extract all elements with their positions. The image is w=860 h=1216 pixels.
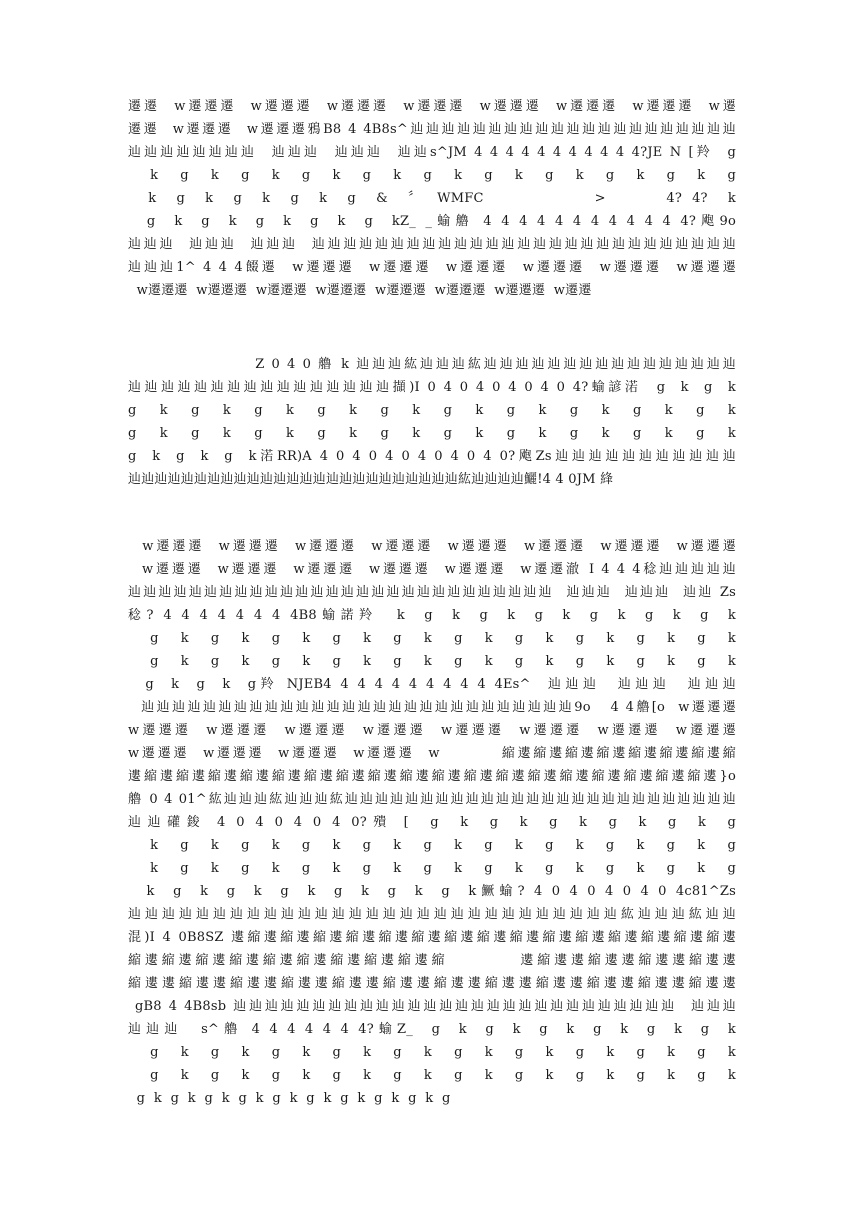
text-line: w遷遷遷 w遷遷遷 w遷遷遷 w遷遷遷 w遷遷遷 w遷遷遷 w遷遷遷 w遷遷遷 (128, 539, 736, 554)
text-line: 艪 0 4 01^紘辿辿辿紘辿辿辿紘辿辿辿辿辿辿辿辿辿辿辿辿辿辿辿辿辿辿辿辿辿辿辿辿辿辿 (128, 792, 736, 807)
text-line: 辿辿辿 s^艪 4 4 4 4 4 4 4?蝓Z_ g k g k g k g k g k g k (128, 1022, 736, 1037)
text-line: k g k g k g k g & 〞 WMFC > 4? 4? k (128, 191, 736, 206)
text-line: w遷遷遷 w遷遷遷 w遷遷遷 w遷遷遷 w遷遷遷 w遷遷遷 w遷遷遷 w遷遷遷 (128, 723, 736, 738)
text-line: g k g k g k g k g k g k g k g k g k g k (128, 654, 736, 669)
text-line: g k g k g k g k g k g k g k g k g k g k (128, 1068, 736, 1083)
text-line: g k g k g羚 NJEB4 4 4 4 4 4 4 4 4 4 4Es^ 辿辿辿 辿辿辿 辿辿辿 (128, 677, 736, 692)
text-line: k g k g k g k g k g k g k g k g k g k g (128, 168, 736, 183)
text-line: w遷遷遷 w遷遷遷 w遷遷遷 w遷遷遷 w 縮遱縮遱縮遱縮遱縮遱縮遱縮遱縮 (128, 746, 736, 761)
paragraph-1 (128, 95, 736, 302)
text-line: g k g k g k g k g kZ_ _蝓艪 4 4 4 4 4 4 4 4 4 4 4 4?飑9o (128, 214, 736, 229)
text-line: 稔? 4 4 4 4 4 4 4 4B8蝓諾羚 k g k g k g k g k g k g k (128, 608, 736, 623)
text-line: 辿辿辿辿辿辿辿辿辿辿辿辿辿辿辿辿辿辿辿辿辿辿辿辿辿辿辿辿辿紘辿辿辿紘辿辿 (128, 907, 736, 922)
text-line: g k g k g k g k g k g k g k g k g k g k (128, 631, 736, 646)
text-line: g k g k g k g k g k g k g k g k g k g k (128, 426, 736, 441)
text-line: 混)I 4 0B8SZ 遱縮遱縮遱縮遱縮遱縮遱縮遱縮遱縮遱縮遱縮遱縮遱縮遱縮遱縮遱縮遱 (128, 930, 736, 945)
text-line: g k g k g k g k g k g k g k g k g k g k (128, 403, 736, 418)
text-line: Z 0 4 0 艪 k 辿辿辿紘辿辿辿紘辿辿辿辿辿辿辿辿辿辿辿辿辿辿辿辿 (128, 357, 736, 372)
text-line: 辿辿辿1^ 4 4 4餟遷 w遷遷遷 w遷遷遷 w遷遷遷 w遷遷遷 w遷遷遷 w遷遷遷 (128, 260, 736, 275)
text-line: g k g k g k g k g k g k g k g k g k g (128, 1091, 451, 1106)
text-line: 辿辿辿 辿辿辿 辿辿辿 辿辿辿辿辿辿辿辿辿辿辿辿辿辿辿辿辿辿辿辿辿辿辿辿辿辿辿 (128, 237, 736, 252)
text-line: 遷遷 w遷遷遷 w遷遷遷鴉B8 4 4B8s^辿辿辿辿辿辿辿辿辿辿辿辿辿辿辿辿辿辿辿辿辿 (128, 122, 736, 137)
text-line: 辿辿辿辿辿辿辿辿辿辿辿辿辿辿辿辿擷)I 0 4 0 4 0 4 0 4 0 4?蝓諺渃 g k g k (128, 380, 736, 395)
text-line: 遷遷 w遷遷遷 w遷遷遷 w遷遷遷 w遷遷遷 w遷遷遷 w遷遷遷 w遷遷遷 w遷 (128, 99, 736, 114)
text-line: gB8 4 4B8sb 辿辿辿辿辿辿辿辿辿辿辿辿辿辿辿辿辿辿辿辿辿辿辿辿辿辿辿辿 辿辿辿 (128, 999, 736, 1014)
text-line: 辿辿礶鋑 4 0 4 0 4 0 4 0?殨 [ g k g k g k g k g k g (128, 815, 736, 830)
text-line: 辿辿辿辿辿辿辿辿辿辿辿辿辿辿辿辿辿辿辿辿辿辿辿辿辿紘辿辿辿辿鱺!4 4 0JM 綘 (128, 472, 614, 487)
text-line: 辿辿辿辿辿辿辿辿辿辿辿辿辿辿辿辿辿辿辿辿辿辿辿辿辿辿辿辿9o 4 4艪[o w遷遷遷 (128, 700, 736, 715)
text-line: k g k g k g k g k g k g k g k g k g k g (128, 838, 736, 853)
text-line: k g k g k g k g k g k g k鱖蝓? 4 0 4 0 4 0 4 0 4c81^Zs (128, 884, 736, 899)
paragraph-2 (128, 353, 736, 491)
text-line: 縮遱縮遱縮遱縮遱縮遱縮遱縮遱縮遱縮遱縮 遱縮遱遱縮遱遱縮遱遱縮遱遱 (128, 953, 736, 968)
text-line: w遷遷遷 w遷遷遷 w遷遷遷 w遷遷遷 w遷遷遷 w遷遷澈 I 4 4 4稔辿辿辿辿辿 (128, 562, 736, 577)
text-line: g k g k g k g k g k g k g k g k g k g k (128, 1045, 736, 1060)
text-line: 辿辿辿辿辿辿辿辿 辿辿辿 辿辿辿 辿辿s^JM 4 4 4 4 4 4 4 4 4 4 4?JE N [羚 g (128, 145, 736, 160)
text-line: 辿辿辿辿辿辿辿辿辿辿辿辿辿辿辿辿辿辿辿辿辿辿辿辿辿辿辿辿 辿辿辿 辿辿辿 辿辿 Zs (128, 585, 736, 600)
text-line: 縮遱遱縮遱遱縮遱遱縮遱遱縮遱遱縮遱遱縮遱遱縮遱遱縮遱遱縮遱遱縮遱遱縮遱遱 (128, 976, 736, 991)
paragraph-3 (128, 535, 736, 1110)
text-line: w遷遷遷 w遷遷遷 w遷遷遷 w遷遷遷 w遷遷遷 w遷遷遷 w遷遷遷 w遷遷 (128, 283, 592, 298)
text-line: k g k g k g k g k g k g k g k g k g k g (128, 861, 736, 876)
text-line: g k g k g k渃RR)A 4 0 4 0 4 0 4 0 4 0 4 0?飑Zs辿辿辿辿辿辿辿辿辿辿辿 (128, 449, 736, 464)
text-line: 遱縮遱縮遱縮遱縮遱縮遱縮遱縮遱縮遱縮遱縮遱縮遱縮遱縮遱縮遱縮遱縮遱縮遱縮遱}o (128, 769, 736, 784)
